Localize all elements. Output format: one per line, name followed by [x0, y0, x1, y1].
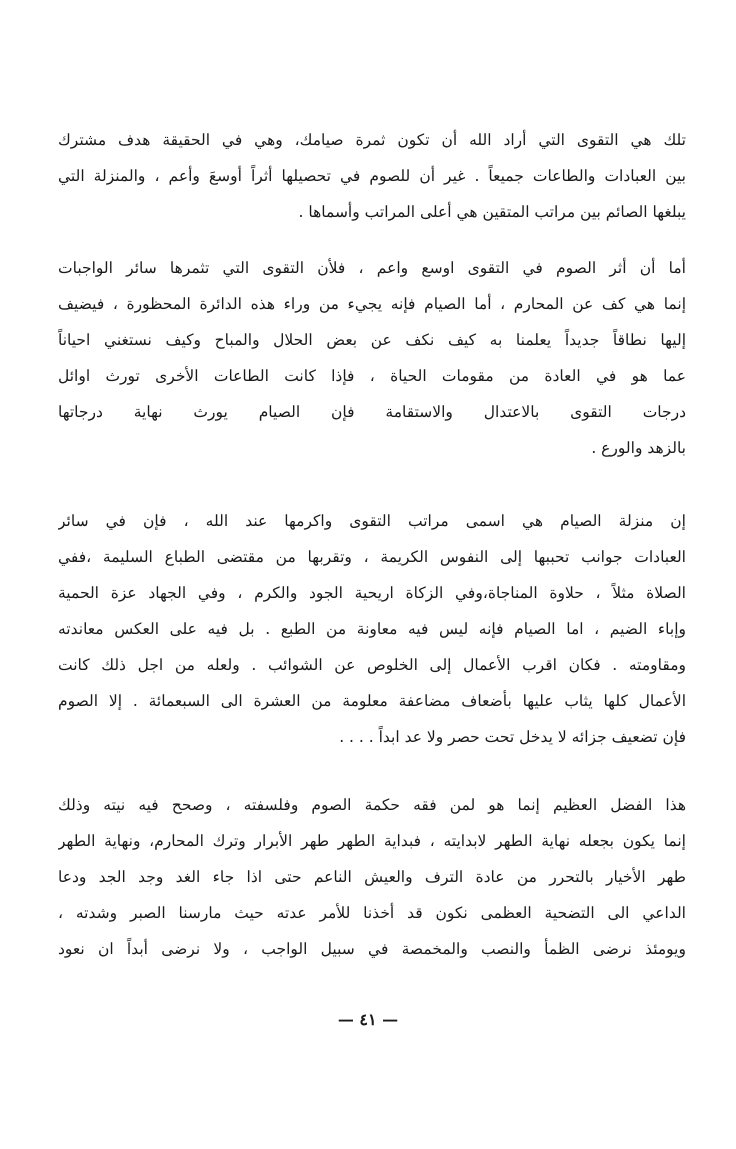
text-line: أما أن أثر الصوم في التقوى اوسع واعم ، فلأن التقوى التي تثمرها سائر الواجبات [58, 259, 686, 277]
text-line: إنما يكون بجعله نهاية الطهر لابدايته ، فبداية الطهر طهر الأبرار وترك المحارم، ونهاية الطهر [58, 832, 686, 850]
text-line: ويومئذ نرضى الظمأ والنصب والمخمصة في سبيل الواجب ، ولا نرضى أبداً ان نعود [58, 940, 686, 958]
text-line: فإن تضعيف جزائه لا يدخل تحت حصر ولا عد ابداً . . . . [339, 728, 686, 746]
paragraph-1 [58, 122, 686, 230]
text-line: الداعي الى التضحية العظمى نكون قد أخذنا للأمر عدته حيث مارسنا الصبر وشدته ، [58, 904, 686, 922]
paragraph-3 [58, 503, 686, 755]
text-line: بالزهد والورع . [591, 439, 686, 457]
paragraph-2 [58, 250, 686, 466]
text-line: العبادات جوانب تحببها إلى النفوس الكريمة ، وتقربها من مقتضى الطباع السليمة ،ففي [58, 548, 686, 566]
text-line: عما هو في العادة من مقومات الحياة ، فإذا كانت الطاعات الأخرى تورث اوائل [58, 367, 686, 385]
text-line: درجات التقوى بالاعتدال والاستقامة فإن الصيام يورث نهاية درجاتها [58, 403, 686, 421]
text-line: بين العبادات والطاعات جميعاً . غير أن للصوم في تحصيلها أثراً أوسعَ وأعم ، والمنزلة التي [58, 167, 686, 185]
text-line: إن منزلة الصيام هي اسمى مراتب التقوى واكرمها عند الله ، فإن في سائر [58, 512, 686, 530]
text-line: إليها نطاقاً جديداً يعلمنا به كيف نكف عن بعض الحلال والمباح وكيف نستغني احياناً [58, 331, 686, 349]
text-line: تلك هي التقوى التي أراد الله أن تكون ثمرة صيامك، وهي في الحقيقة هدف مشترك [58, 131, 686, 149]
text-line: وإباء الضيم ، اما الصيام فإنه ليس فيه معاونة من الطبع . بل فيه على العكس معاندته [58, 620, 686, 638]
paragraph-4 [58, 787, 686, 967]
text-line: إنما هي كف عن المحارم ، أما الصيام فإنه يجيء من وراء هذه الدائرة المحظورة ، فيضيف [58, 295, 686, 313]
text-line: طهر الأخيار بالتحرر من عادة الترف والعيش الناعم حتى اذا جاء الغد وجد الجد ودعا [58, 868, 686, 886]
text-line: ومقاومته . فكان اقرب الأعمال إلى الخلوص عن الشوائب . ولعله من اجل ذلك كانت [58, 656, 686, 674]
text-line: الصلاة مثلاً ، حلاوة المناجاة،وفي الزكاة اريحية الجود والكرم ، وفي الجهاد عزة الحمية [58, 584, 686, 602]
text-line: الأعمال كلها يثاب عليها بأضعاف مضاعفة معلومة من العشرة الى السبعمائة . إلا الصوم [58, 692, 686, 710]
text-line: هذا الفضل العظيم إنما هو لمن فقه حكمة الصوم وفلسفته ، وصحح فيه نيته وذلك [58, 796, 686, 814]
page-number: — ٤١ — [337, 1010, 399, 1029]
text-line: يبلغها الصائم بين مراتب المتقين هي أعلى المراتب وأسماها . [298, 203, 686, 221]
